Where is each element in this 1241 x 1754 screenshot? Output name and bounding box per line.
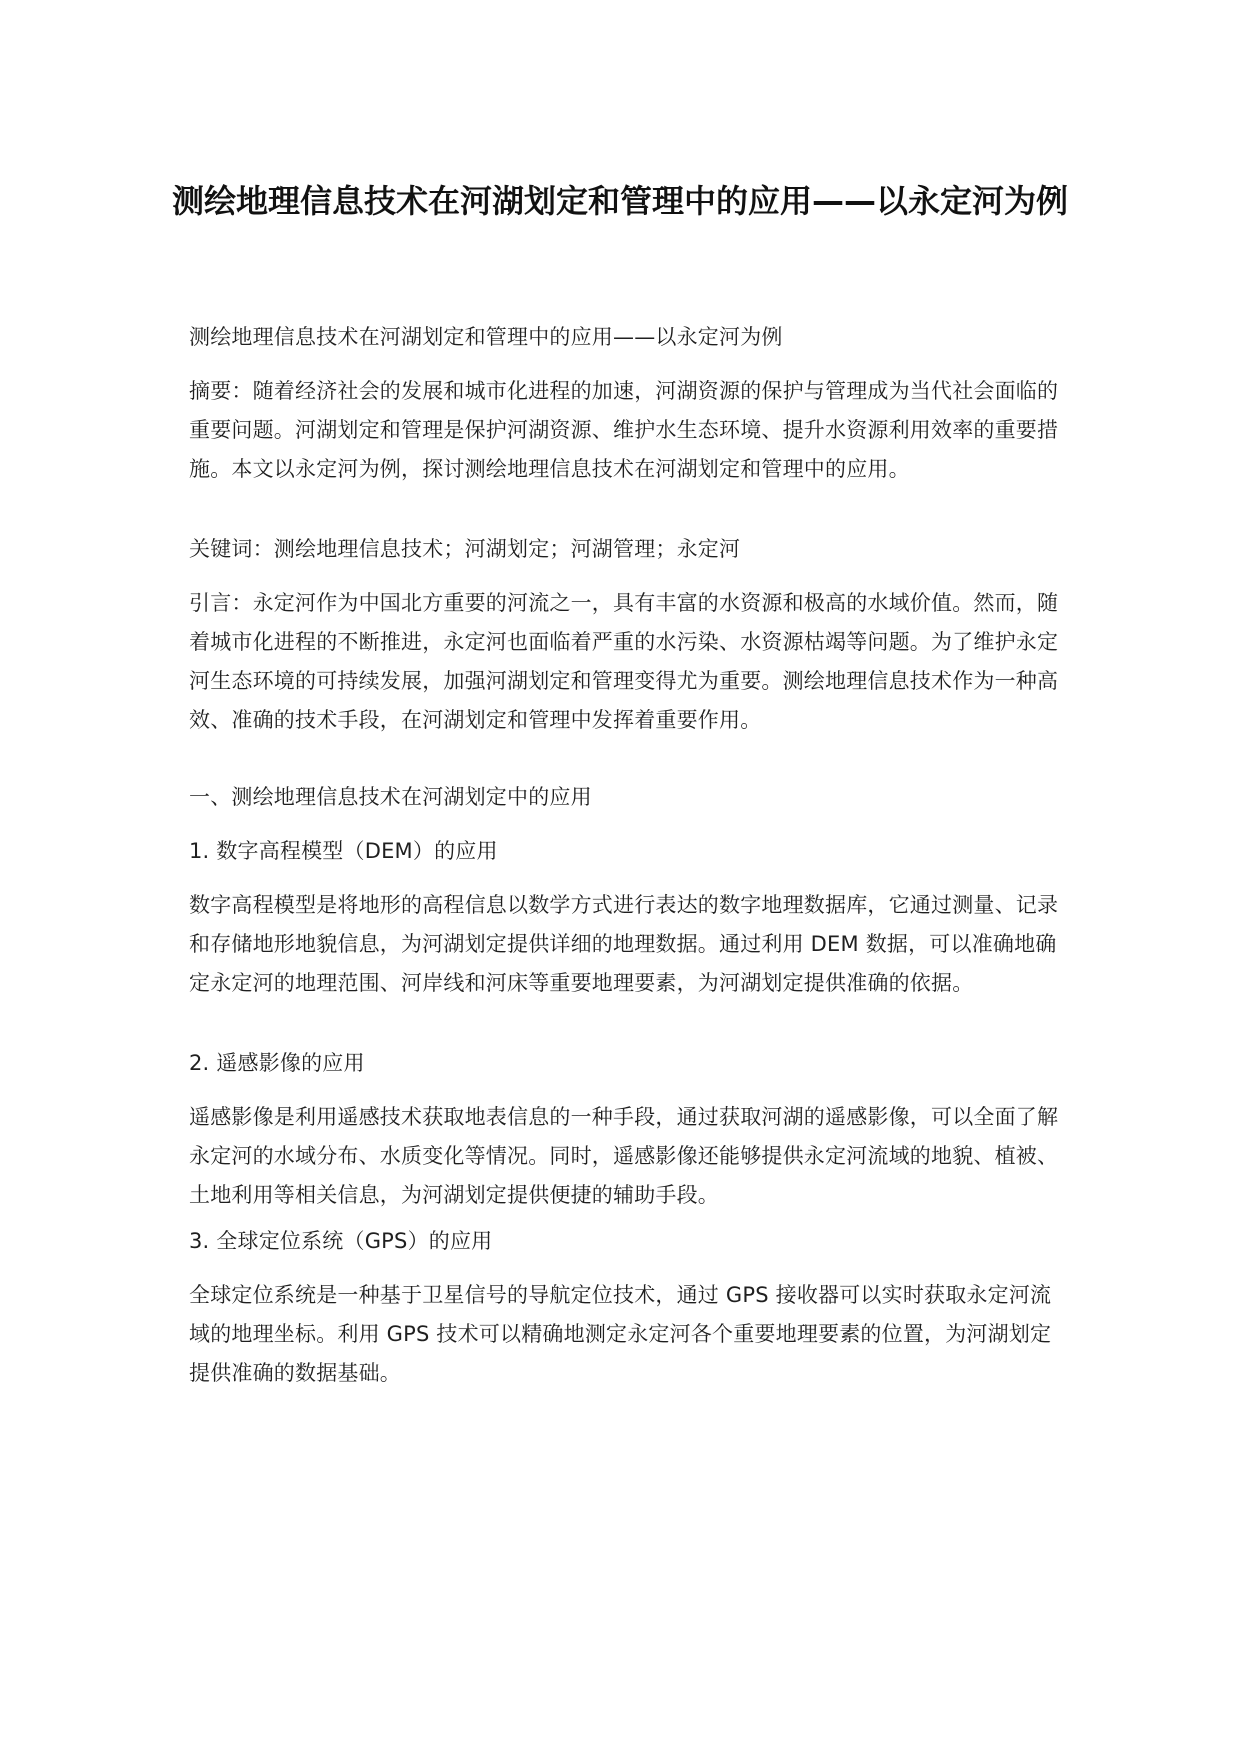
subsection-heading-dem: 1. 数字高程模型（DEM）的应用	[189, 839, 498, 863]
section-heading-1: 一、测绘地理信息技术在河湖划定中的应用	[189, 785, 592, 809]
subsection-heading-remote-sensing: 2. 遥感影像的应用	[189, 1051, 365, 1075]
subtitle-paragraph: 测绘地理信息技术在河湖划定和管理中的应用——以永定河为例	[189, 325, 783, 349]
dem-paragraph: 数字高程模型是将地形的高程信息以数学方式进行表达的数字地理数据库，它通过测量、记录和存储地形地貌信息，为河湖划定提供详细的地理数据。通过利用 DEM 数据，可以准确地确定永定河的地理范围、河岸线和河床等重要地理要素，为河湖划定提供准确的依据。	[189, 893, 1059, 995]
keywords-paragraph: 关键词：测绘地理信息技术；河湖划定；河湖管理；永定河	[189, 537, 741, 561]
gps-paragraph: 全球定位系统是一种基于卫星信号的导航定位技术，通过 GPS 接收器可以实时获取永定河流域的地理坐标。利用 GPS 技术可以精确地测定永定河各个重要地理要素的位置，为河湖划定提供准确的数据基础。	[189, 1283, 1052, 1385]
remote-sensing-paragraph: 遥感影像是利用遥感技术获取地表信息的一种手段，通过获取河湖的遥感影像，可以全面了解永定河的水域分布、水质变化等情况。同时，遥感影像还能够提供永定河流域的地貌、植被、土地利用等相关信息，为河湖划定提供便捷的辅助手段。	[189, 1105, 1059, 1207]
abstract-paragraph: 摘要：随着经济社会的发展和城市化进程的加速，河湖资源的保护与管理成为当代社会面临的重要问题。河湖划定和管理是保护河湖资源、维护水生态环境、提升水资源利用效率的重要措施。本文以永定河为例，探讨测绘地理信息技术在河湖划定和管理中的应用。	[189, 379, 1059, 481]
introduction-paragraph: 引言：永定河作为中国北方重要的河流之一，具有丰富的水资源和极高的水域价值。然而，随着城市化进程的不断推进，永定河也面临着严重的水污染、水资源枯竭等问题。为了维护永定河生态环境的可持续发展，加强河湖划定和管理变得尤为重要。测绘地理信息技术作为一种高效、准确的技术手段，在河湖划定和管理中发挥着重要作用。	[189, 591, 1059, 732]
subsection-heading-gps: 3. 全球定位系统（GPS）的应用	[189, 1229, 493, 1253]
document-title: 测绘地理信息技术在河湖划定和管理中的应用——以永定河为例	[171, 182, 1068, 220]
